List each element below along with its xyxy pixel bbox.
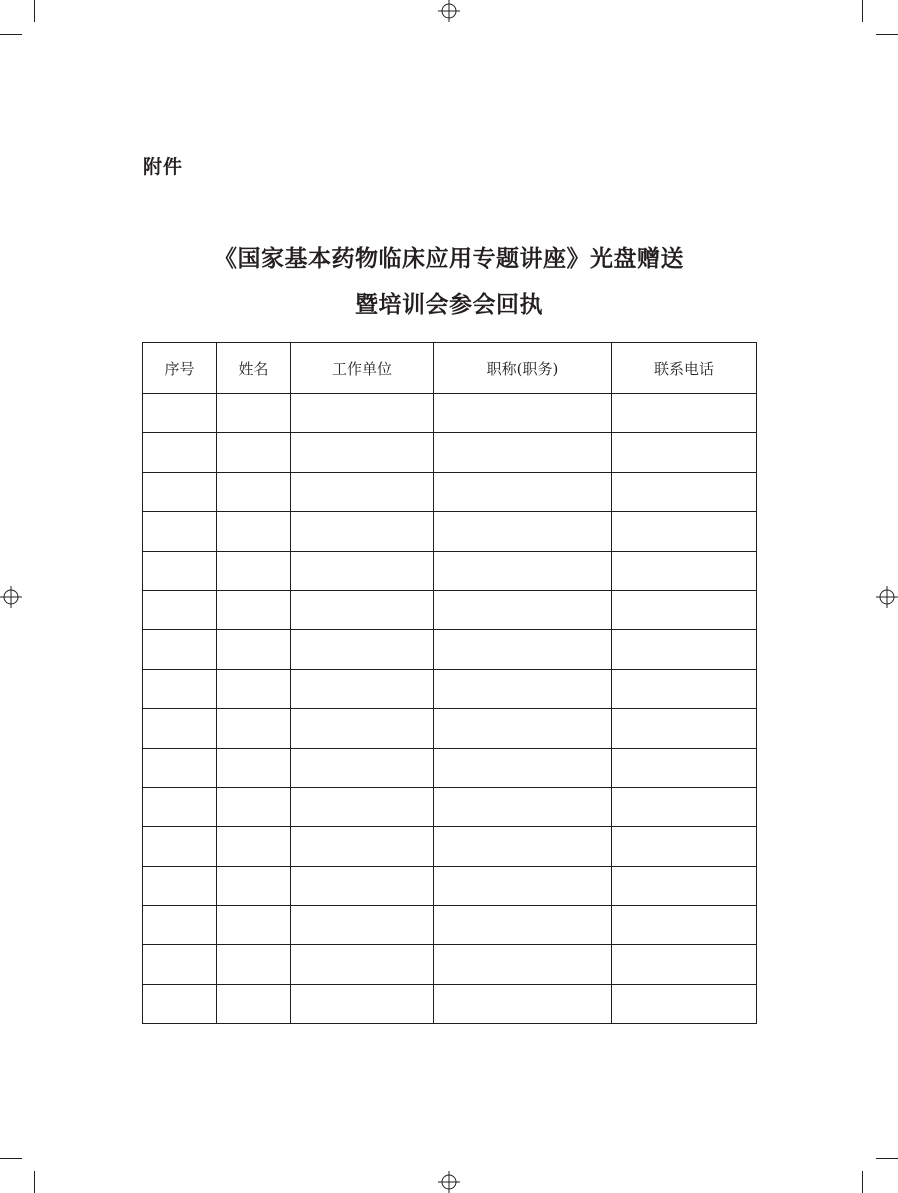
crop-mark bbox=[0, 1158, 22, 1159]
table-cell[interactable] bbox=[434, 472, 612, 511]
table-cell[interactable] bbox=[291, 748, 434, 787]
table-cell[interactable] bbox=[291, 787, 434, 826]
table-cell[interactable] bbox=[291, 512, 434, 551]
table-cell[interactable] bbox=[217, 630, 291, 669]
table-cell[interactable] bbox=[291, 472, 434, 511]
column-header-name: 姓名 bbox=[217, 343, 291, 394]
table-cell[interactable] bbox=[143, 709, 217, 748]
table-cell[interactable] bbox=[612, 630, 757, 669]
registration-receipt-table bbox=[142, 342, 757, 1024]
table-row bbox=[143, 630, 757, 669]
table-cell[interactable] bbox=[612, 827, 757, 866]
table-cell[interactable] bbox=[291, 669, 434, 708]
table-cell[interactable] bbox=[143, 827, 217, 866]
table-row bbox=[143, 551, 757, 590]
column-header-work-unit: 工作单位 bbox=[291, 343, 434, 394]
registration-mark-icon bbox=[438, 0, 460, 22]
table-cell[interactable] bbox=[612, 709, 757, 748]
table-cell[interactable] bbox=[612, 551, 757, 590]
crop-mark bbox=[876, 34, 898, 35]
table-cell[interactable] bbox=[291, 945, 434, 984]
table-row bbox=[143, 590, 757, 629]
table-cell[interactable] bbox=[217, 866, 291, 905]
table-row bbox=[143, 748, 757, 787]
table-cell[interactable] bbox=[434, 669, 612, 708]
table-cell[interactable] bbox=[217, 472, 291, 511]
table-cell[interactable] bbox=[291, 630, 434, 669]
table-cell[interactable] bbox=[434, 551, 612, 590]
table-cell[interactable] bbox=[217, 984, 291, 1023]
table-cell[interactable] bbox=[612, 472, 757, 511]
table-cell[interactable] bbox=[291, 709, 434, 748]
table-row bbox=[143, 472, 757, 511]
table-cell[interactable] bbox=[143, 787, 217, 826]
table-cell[interactable] bbox=[291, 866, 434, 905]
table-cell[interactable] bbox=[434, 787, 612, 826]
table-cell[interactable] bbox=[434, 394, 612, 433]
crop-mark bbox=[876, 1158, 898, 1159]
table-cell[interactable] bbox=[612, 984, 757, 1023]
table-cell[interactable] bbox=[612, 512, 757, 551]
table-row bbox=[143, 669, 757, 708]
table-cell[interactable] bbox=[434, 984, 612, 1023]
table-row bbox=[143, 866, 757, 905]
table-cell[interactable] bbox=[217, 394, 291, 433]
table-cell[interactable] bbox=[434, 827, 612, 866]
table-cell[interactable] bbox=[434, 630, 612, 669]
table-cell[interactable] bbox=[217, 906, 291, 945]
column-header-phone: 联系电话 bbox=[612, 343, 757, 394]
table-cell[interactable] bbox=[143, 748, 217, 787]
table-cell[interactable] bbox=[217, 787, 291, 826]
table-cell[interactable] bbox=[434, 945, 612, 984]
table-cell[interactable] bbox=[143, 984, 217, 1023]
table-cell[interactable] bbox=[434, 433, 612, 472]
table-cell[interactable] bbox=[217, 433, 291, 472]
table-cell[interactable] bbox=[434, 590, 612, 629]
table-cell[interactable] bbox=[612, 787, 757, 826]
table-row bbox=[143, 709, 757, 748]
registration-mark-icon bbox=[438, 1171, 460, 1193]
table-cell[interactable] bbox=[143, 669, 217, 708]
table-row bbox=[143, 906, 757, 945]
table-row bbox=[143, 433, 757, 472]
table-row bbox=[143, 787, 757, 826]
table-cell[interactable] bbox=[434, 748, 612, 787]
table-cell[interactable] bbox=[612, 748, 757, 787]
table-row bbox=[143, 945, 757, 984]
table-cell[interactable] bbox=[291, 906, 434, 945]
crop-mark bbox=[0, 34, 22, 35]
table-cell[interactable] bbox=[612, 669, 757, 708]
table-cell[interactable] bbox=[143, 472, 217, 511]
table-header-row bbox=[143, 343, 757, 394]
table-cell[interactable] bbox=[143, 945, 217, 984]
table-cell[interactable] bbox=[143, 906, 217, 945]
table-cell[interactable] bbox=[217, 748, 291, 787]
table-cell[interactable] bbox=[612, 945, 757, 984]
table-row bbox=[143, 984, 757, 1023]
crop-mark bbox=[34, 0, 35, 22]
table-cell[interactable] bbox=[217, 827, 291, 866]
table-cell[interactable] bbox=[612, 394, 757, 433]
table-cell[interactable] bbox=[143, 433, 217, 472]
table-cell[interactable] bbox=[143, 394, 217, 433]
table-row bbox=[143, 827, 757, 866]
table-cell[interactable] bbox=[291, 433, 434, 472]
crop-mark bbox=[34, 1171, 35, 1193]
table-cell[interactable] bbox=[217, 512, 291, 551]
column-header-title-position: 职称(职务) bbox=[434, 343, 612, 394]
table-cell[interactable] bbox=[612, 590, 757, 629]
table-cell[interactable] bbox=[612, 866, 757, 905]
document-title-line-2: 暨培训会参会回执 bbox=[355, 291, 543, 318]
table-cell[interactable] bbox=[291, 551, 434, 590]
registration-mark-icon bbox=[0, 586, 22, 608]
table-cell[interactable] bbox=[143, 551, 217, 590]
table-row bbox=[143, 394, 757, 433]
document-title-line-1: 《国家基本药物临床应用专题讲座》光盘赠送 bbox=[214, 245, 684, 272]
table-cell[interactable] bbox=[143, 866, 217, 905]
table-cell[interactable] bbox=[217, 551, 291, 590]
table-cell[interactable] bbox=[217, 669, 291, 708]
table-cell[interactable] bbox=[291, 984, 434, 1023]
table-cell[interactable] bbox=[612, 906, 757, 945]
table-cell[interactable] bbox=[217, 709, 291, 748]
table-cell[interactable] bbox=[291, 590, 434, 629]
table-cell[interactable] bbox=[434, 866, 612, 905]
table-cell[interactable] bbox=[143, 630, 217, 669]
table-cell[interactable] bbox=[143, 590, 217, 629]
attachment-label: 附件 bbox=[143, 156, 184, 178]
crop-mark bbox=[862, 1171, 863, 1193]
table-row bbox=[143, 512, 757, 551]
table-cell[interactable] bbox=[143, 512, 217, 551]
table-cell[interactable] bbox=[434, 709, 612, 748]
table-cell[interactable] bbox=[434, 512, 612, 551]
registration-mark-icon bbox=[876, 586, 898, 608]
column-header-serial-number: 序号 bbox=[143, 343, 217, 394]
table-cell[interactable] bbox=[434, 906, 612, 945]
table-cell[interactable] bbox=[291, 827, 434, 866]
table-cell[interactable] bbox=[291, 394, 434, 433]
table-cell[interactable] bbox=[217, 945, 291, 984]
table-cell[interactable] bbox=[612, 433, 757, 472]
table-cell[interactable] bbox=[217, 590, 291, 629]
crop-mark bbox=[862, 0, 863, 22]
